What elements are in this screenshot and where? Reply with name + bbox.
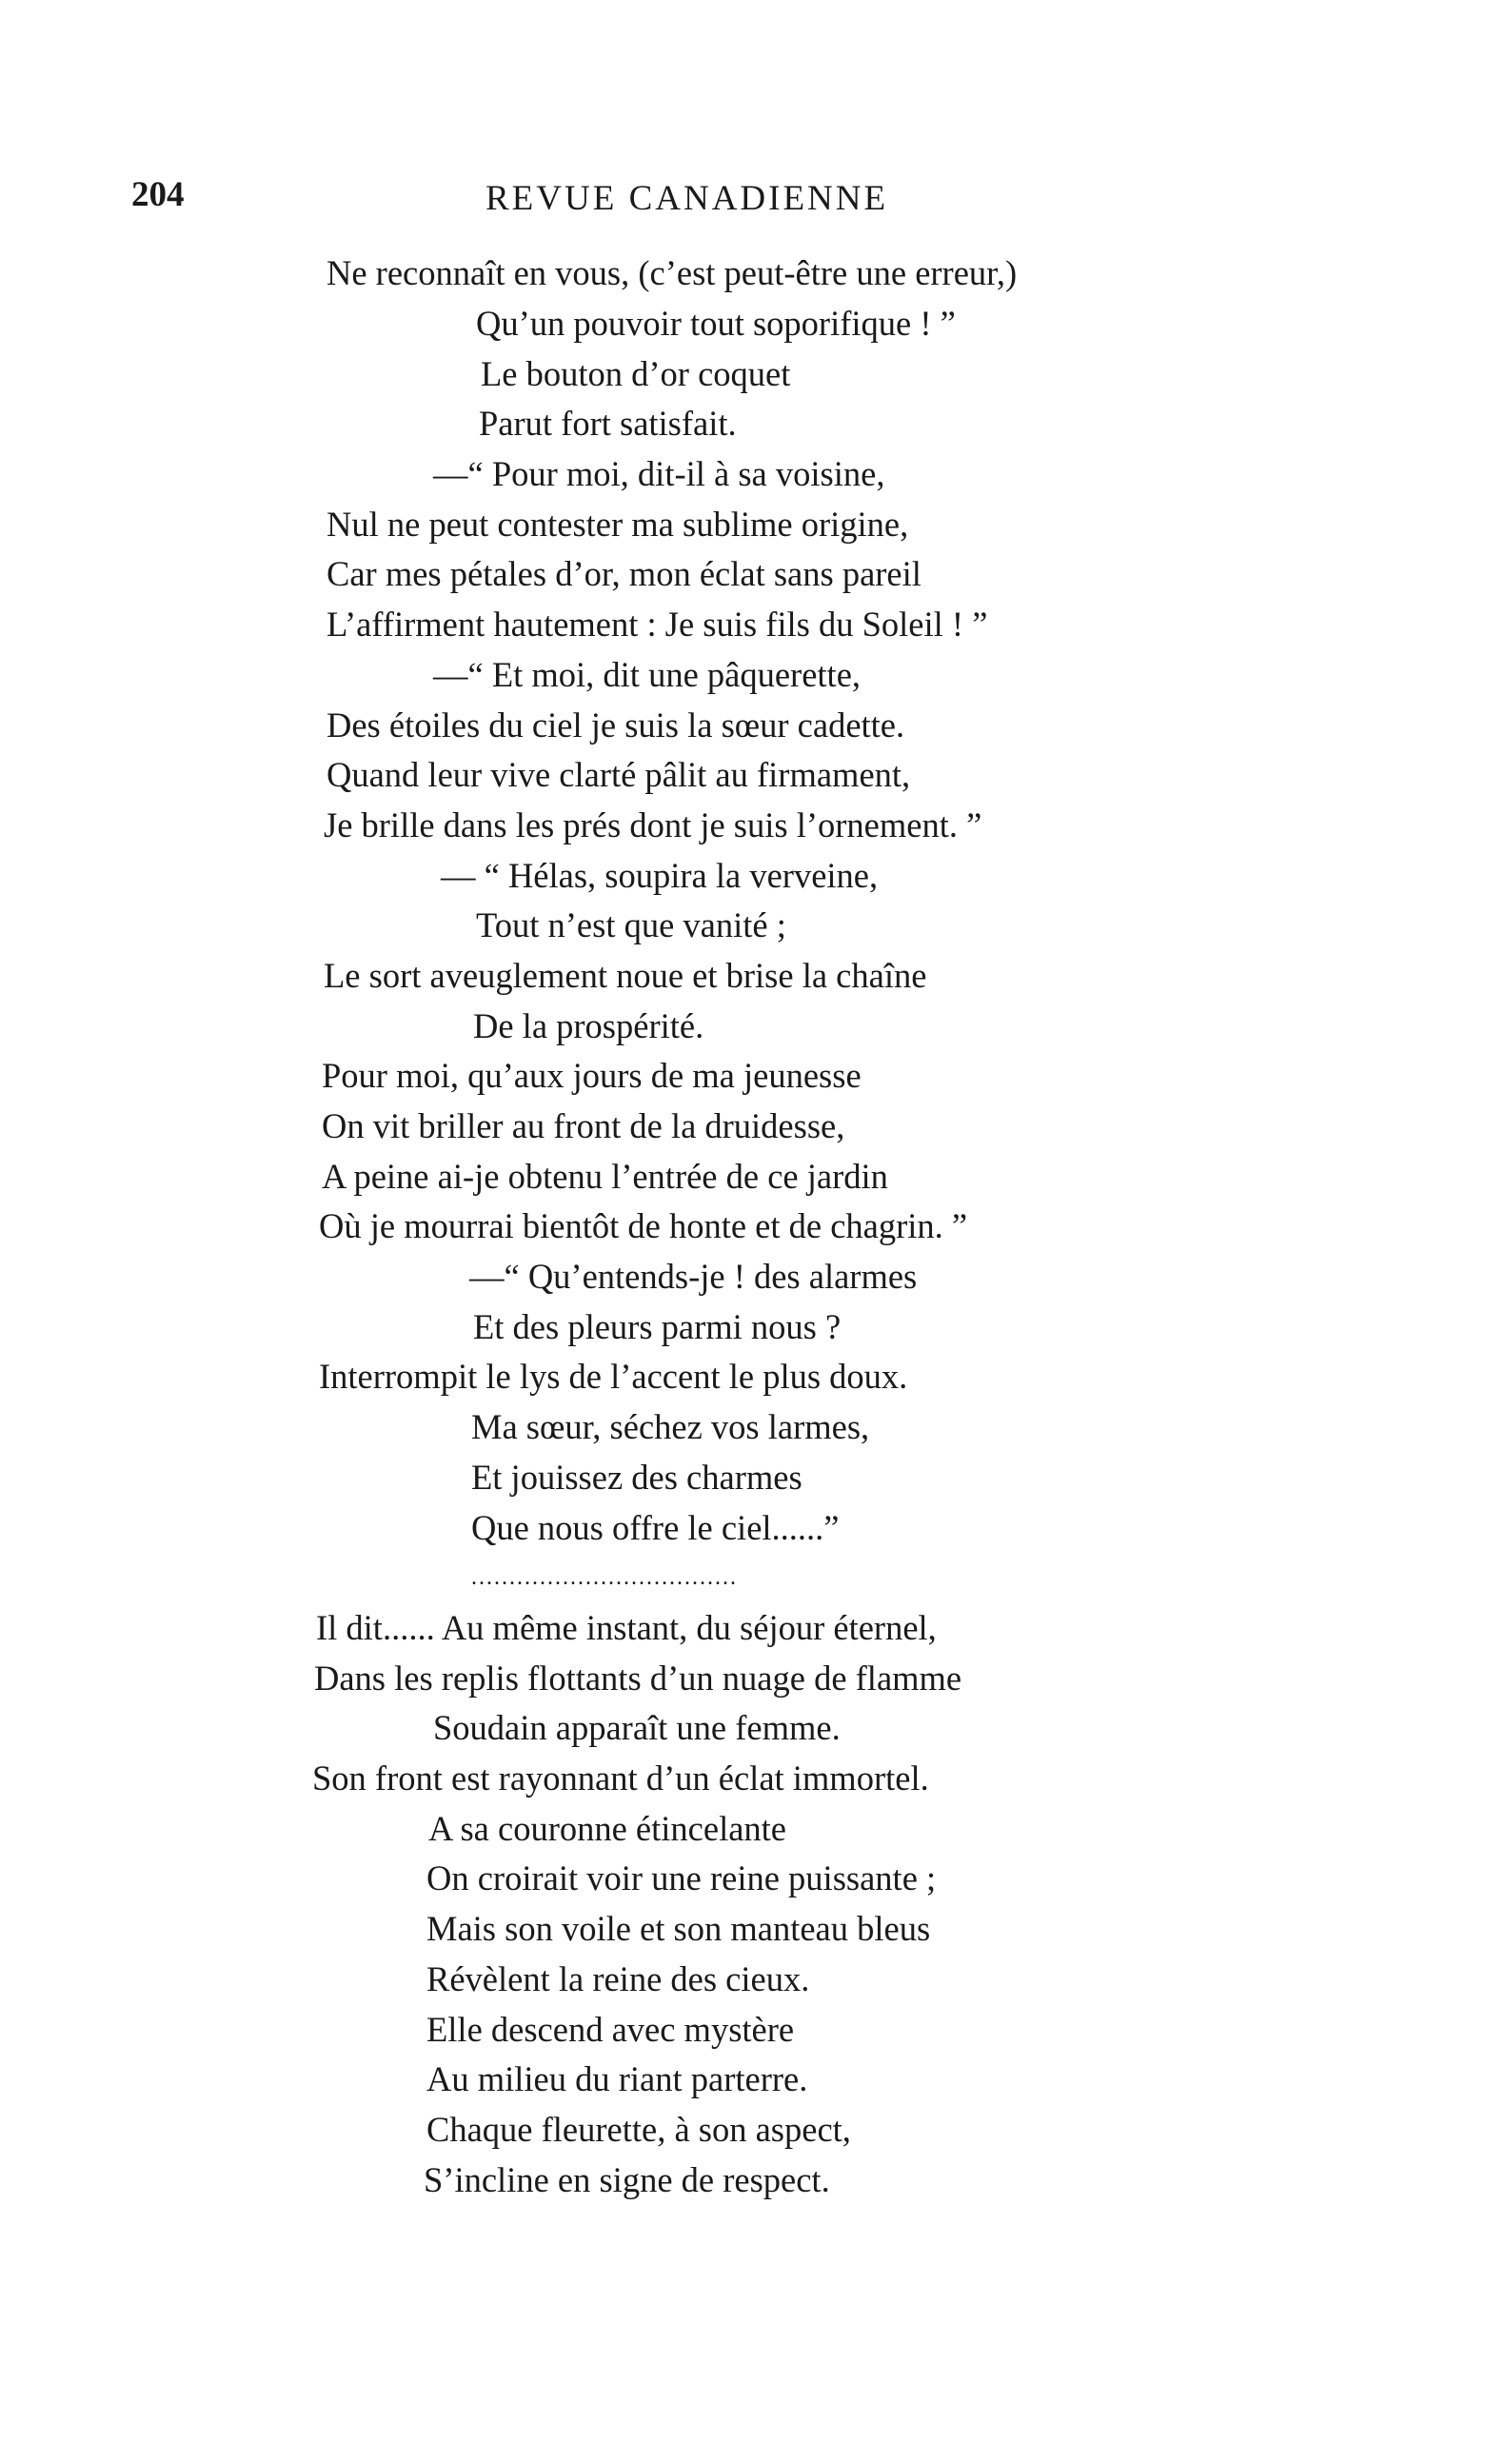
poem-line: Ma sœur, séchez vos larmes, [471,1407,870,1446]
poem-line: A sa couronne étincelante [428,1809,786,1848]
poem-line: Le sort aveuglement noue et brise la chaîne [324,956,927,995]
poem-line: Parut fort satisfait. [479,404,737,443]
poem-line: Chaque fleurette, à son aspect, [426,2110,851,2149]
poem-line: Le bouton d’or coquet [481,354,791,393]
page-number: 204 [131,175,185,214]
poem-line: Quand leur vive clarté pâlit au firmament, [327,755,911,794]
poem-line: Car mes pétales d’or, mon éclat sans pareil [327,554,921,593]
poem-line: Soudain apparaît une femme. [433,1708,841,1747]
poem-line: Il dit...... Au même instant, du séjour éternel, [316,1608,937,1647]
poem-line: On croirait voir une reine puissante ; [426,1858,937,1898]
poem-line: S’incline en signe de respect. [424,2160,830,2199]
poem-line: Je brille dans les prés dont je suis l’ornement. ” [324,805,982,845]
poem-line: Et des pleurs parmi nous ? [473,1307,842,1346]
poem-line: On vit briller au front de la druidesse, [322,1106,845,1145]
poem-line: Des étoiles du ciel je suis la sœur cadette. [327,705,905,745]
poem-line: —“ Et moi, dit une pâquerette, [433,655,862,694]
poem-line: —“ Pour moi, dit-il à sa voisine, [433,454,885,493]
poem-line: Dans les replis flottants d’un nuage de flamme [314,1659,962,1698]
poem-line: Tout n’est que vanité ; [476,905,786,944]
poem-line: Pour moi, qu’aux jours de ma jeunesse [322,1056,862,1095]
running-title: REVUE CANADIENNE [485,179,889,218]
poem-line: Et jouissez des charmes [471,1458,803,1497]
poem-line: — “ Hélas, soupira la verveine, [441,856,879,895]
poem-line: Son front est rayonnant d’un éclat immortel. [312,1759,929,1798]
poem-line: Mais son voile et son manteau bleus [426,1909,931,1948]
poem-line: L’affirment hautement : Je suis fils du Soleil ! ” [327,605,988,644]
poem-line: Que nous offre le ciel......” [471,1508,840,1547]
poem-line: Ne reconnaît en vous, (c’est peut-être une erreur,) [327,253,1018,292]
poem-line: De la prospérité. [473,1006,704,1045]
poem-line: A peine ai-je obtenu l’entrée de ce jardin [322,1157,888,1196]
poem-line: Révèlent la reine des cieux. [426,1959,810,1998]
poem-line: Où je mourrai bientôt de honte et de chagrin. ” [319,1206,968,1245]
poem-line: Au milieu du riant parterre. [426,2059,808,2098]
poem-line: Qu’un pouvoir tout soporifique ! ” [476,304,956,343]
ellipsis-separator: ................................... [471,1565,738,1590]
poem-line: Nul ne peut contester ma sublime origine, [327,505,909,544]
poem-line: —“ Qu’entends-je ! des alarmes [469,1257,918,1296]
poem-line: Elle descend avec mystère [426,2010,795,2049]
poem-line: Interrompit le lys de l’accent le plus doux. [319,1357,908,1396]
